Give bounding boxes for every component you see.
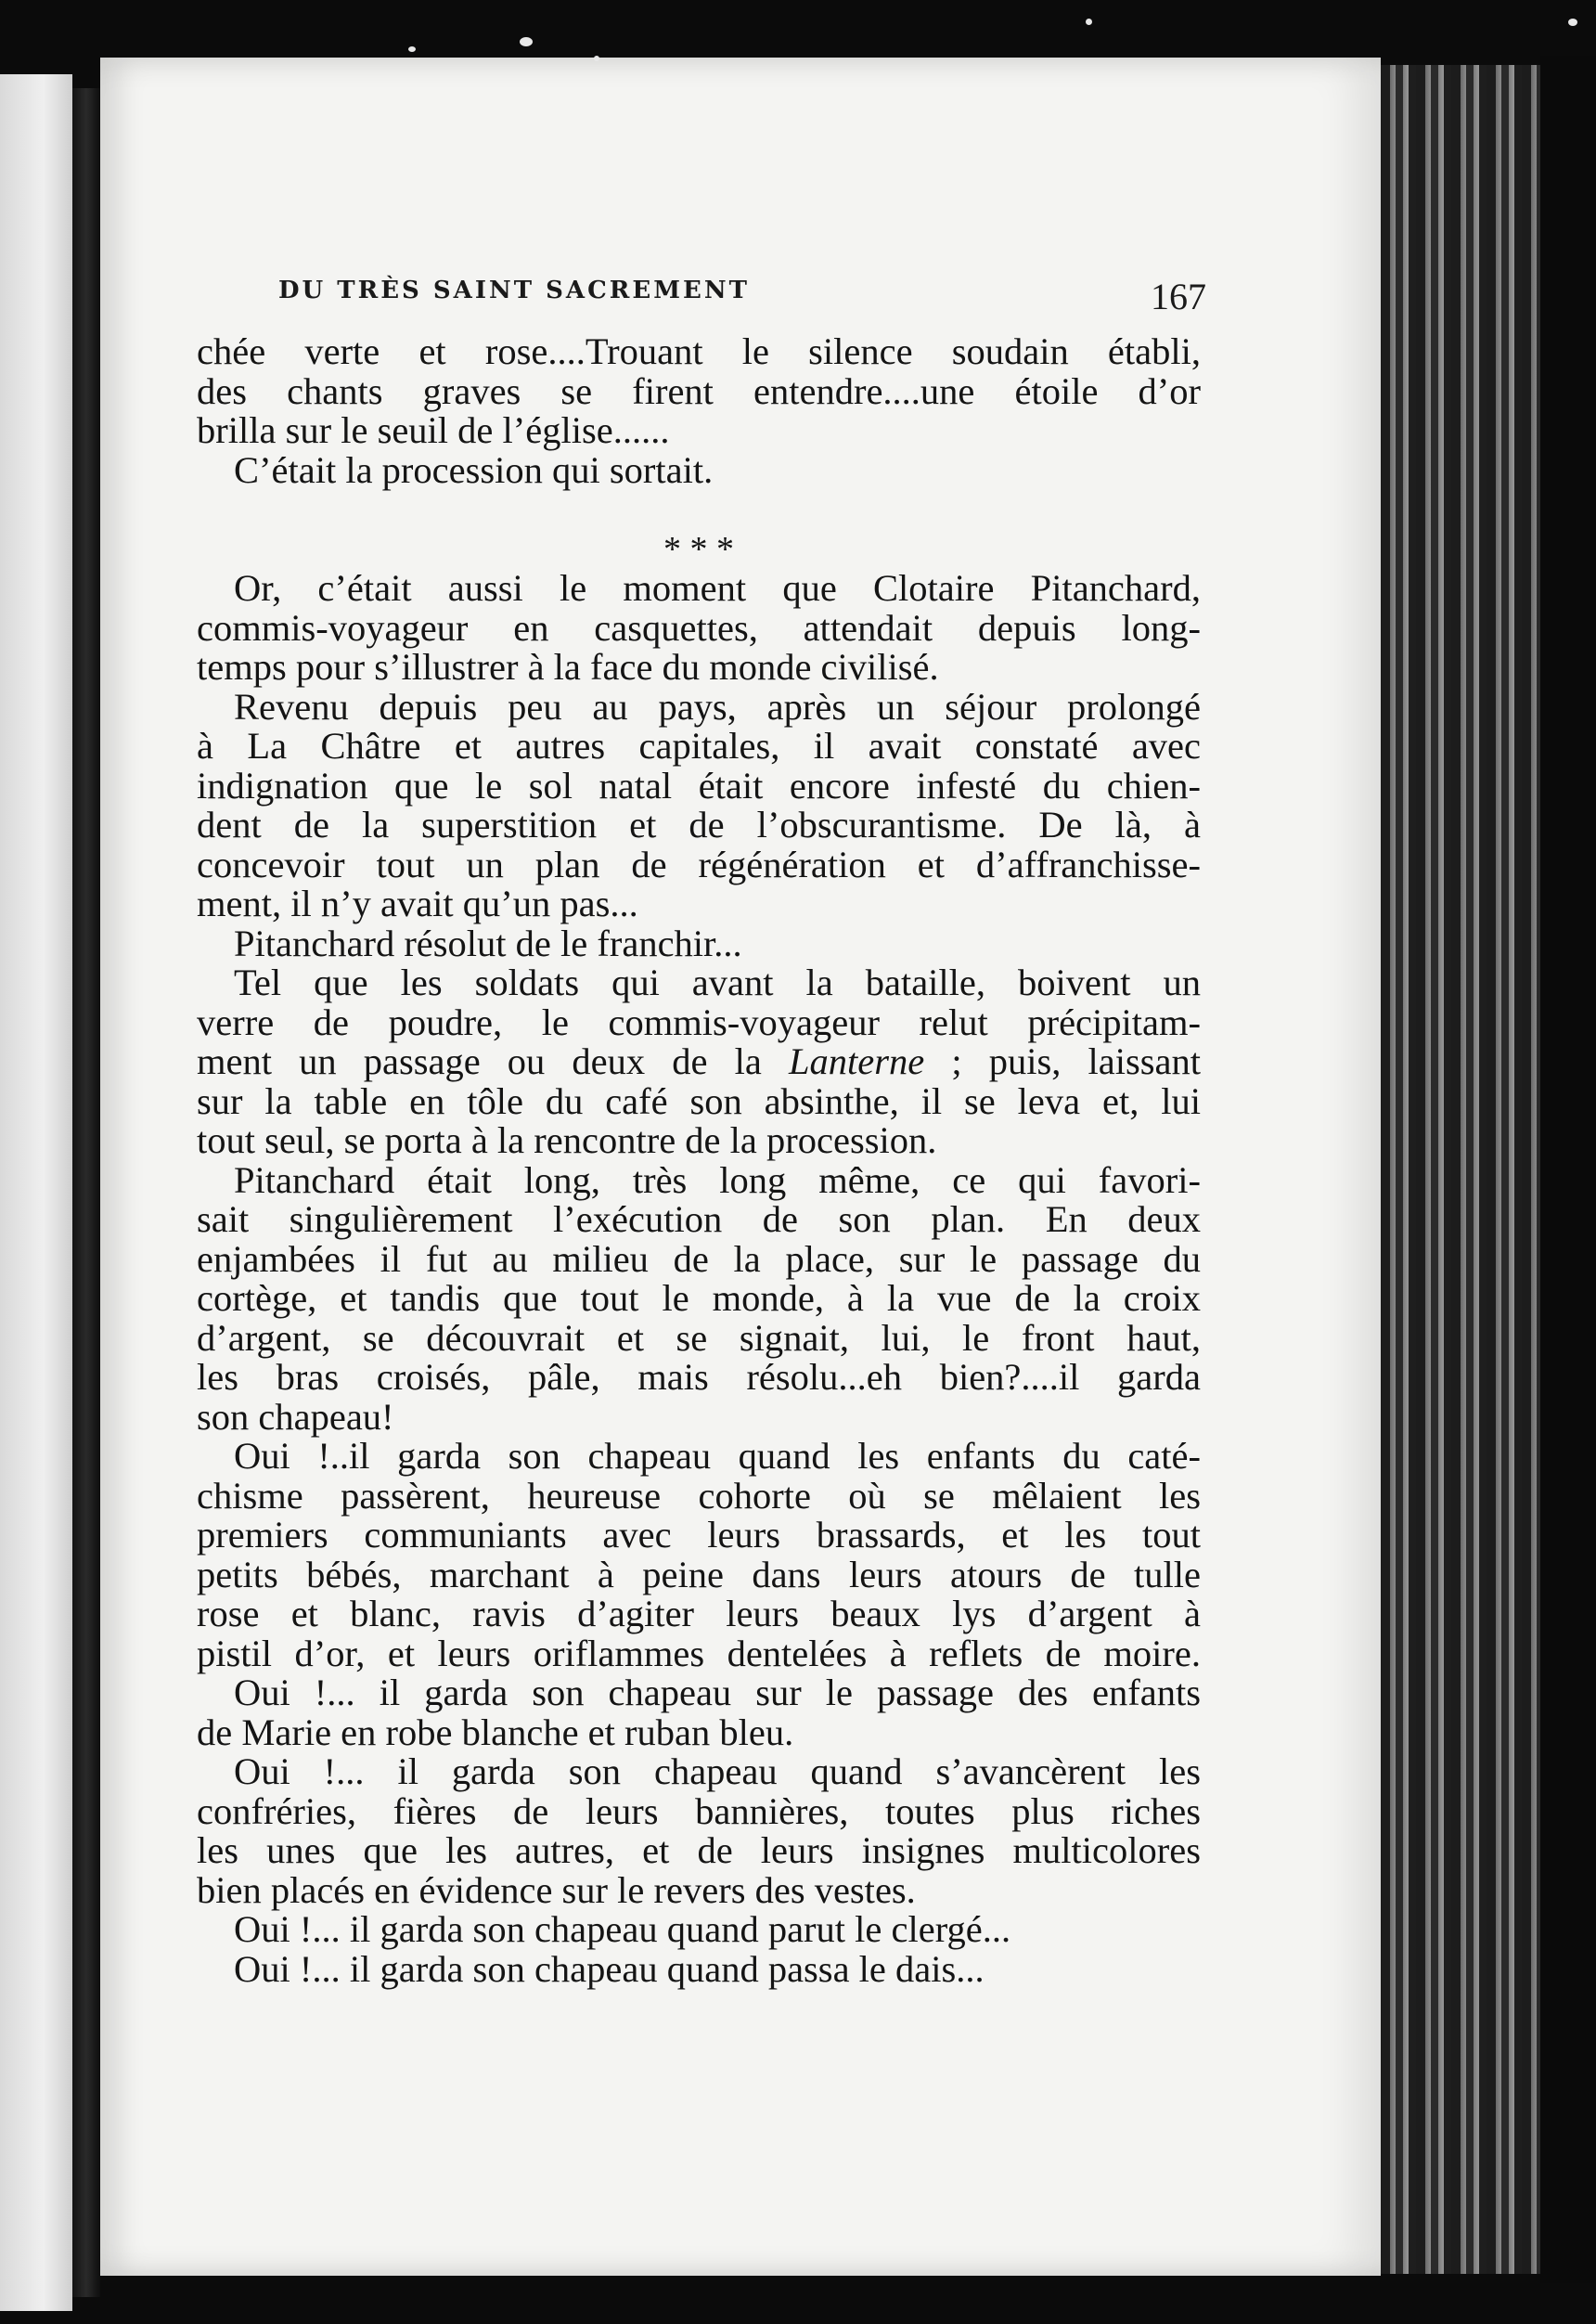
text-line: d’argent, se découvrait et se signait, lui, le front haut,	[197, 1316, 1201, 1359]
running-head: DU TRÈS SAINT SACREMENT	[278, 277, 750, 304]
page-header	[278, 277, 1206, 317]
text-line: sur la table en tôle du café son absinthe, il se leva et, lui	[197, 1079, 1201, 1122]
text-line: indignation que le sol natal était encore infesté du chien-	[197, 764, 1201, 807]
text-line: des chants graves se firent entendre....une étoile d’or	[197, 369, 1201, 412]
text-line: rose et blanc, ravis d’agiter leurs beaux lys d’argent à	[197, 1593, 1201, 1634]
text-line: Oui !... il garda son chapeau quand passa le dais...	[234, 1947, 985, 1990]
text-line: dent de la superstition et de l’obscurantisme. De là, à	[197, 804, 1201, 846]
dust-speck	[1568, 19, 1577, 26]
dust-speck	[594, 56, 599, 61]
previous-page-edge	[0, 74, 72, 2311]
text-line: Tel que les soldats qui avant la bataille, boivent un	[234, 962, 1201, 1003]
text-line: cortège, et tandis que tout le monde, à la vue de la croix	[197, 1277, 1201, 1319]
dust-speck	[1086, 19, 1092, 25]
text-line: de Marie en robe blanche et ruban bleu.	[197, 1711, 794, 1753]
dust-speck	[520, 37, 533, 46]
text-line: Pitanchard était long, très long même, ce qui favori-	[234, 1158, 1201, 1201]
text-line: concevoir tout un plan de régénération et d’affranchisse-	[197, 843, 1201, 885]
right-shadow	[1540, 56, 1596, 2283]
text-line: Revenu depuis peu au pays, après un séjour prolongé	[234, 685, 1201, 728]
text-line	[197, 490, 1201, 530]
text-line: sait singulièrement l’exécution de son plan. En deux	[197, 1198, 1201, 1240]
text-line: petits bébés, marchant à peine dans leurs atours de tulle	[197, 1553, 1201, 1595]
text-line: brilla sur le seuil de l’église......	[197, 409, 670, 451]
text-line: ment, il n’y avait qu’un pas...	[197, 883, 638, 924]
text-line: son chapeau!	[197, 1395, 394, 1438]
text-line: les bras croisés, pâle, mais résolu...eh bien?....il garda	[197, 1356, 1201, 1398]
text-line: chée verte et rose....Trouant le silence soudain établi,	[197, 330, 1201, 372]
text-line: chisme passèrent, heureuse cohorte où se mêlaient les	[197, 1474, 1201, 1517]
book-gutter	[72, 88, 100, 2297]
text-line: commis-voyageur en casquettes, attendait depuis long-	[197, 606, 1201, 649]
text-line: les unes que les autres, et de leurs insignes multicolores	[197, 1829, 1201, 1871]
text-line: * * *	[663, 529, 734, 569]
text-line: C’était la procession qui sortait.	[234, 448, 714, 491]
text-line: Oui !..il garda son chapeau quand les enfants du caté-	[234, 1435, 1201, 1477]
text-line: à La Châtre et autres capitales, il avait constaté avec	[197, 725, 1201, 767]
text-line: Oui !... il garda son chapeau quand s’avancèrent les	[234, 1750, 1201, 1792]
text-line: verre de poudre, le commis-voyageur relut précipitam-	[197, 1001, 1201, 1043]
text-line: premiers communiants avec leurs brassards, et les tout	[197, 1514, 1201, 1556]
text-line: temps pour s’illustrer à la face du monde civilisé.	[197, 646, 939, 688]
text-line: Or, c’était aussi le moment que Clotaire Pitanchard,	[234, 567, 1201, 609]
text-line: confréries, fières de leurs bannières, toutes plus riches	[197, 1789, 1201, 1832]
text-line: Oui !... il garda son chapeau quand parut le clergé...	[234, 1908, 1011, 1950]
text-line: Oui !... il garda son chapeau sur le passage des enfants	[234, 1672, 1201, 1713]
text-line: ment un passage ou deux de la Lanterne ; puis, laissant	[197, 1040, 1202, 1082]
body-text	[197, 332, 1201, 1989]
text-line: enjambées il fut au milieu de la place, sur le passage du	[197, 1237, 1201, 1280]
page-number: 167	[1151, 276, 1206, 317]
text-line: tout seul, se porta à la rencontre de la procession.	[197, 1119, 937, 1161]
dust-speck	[408, 46, 416, 52]
text-line: bien placés en évidence sur le revers des vestes.	[197, 1868, 916, 1911]
text-line: Pitanchard résolut de le franchir...	[234, 922, 742, 964]
text-line: pistil d’or, et leurs oriflammes dentelées à reflets de moire.	[197, 1632, 1201, 1674]
